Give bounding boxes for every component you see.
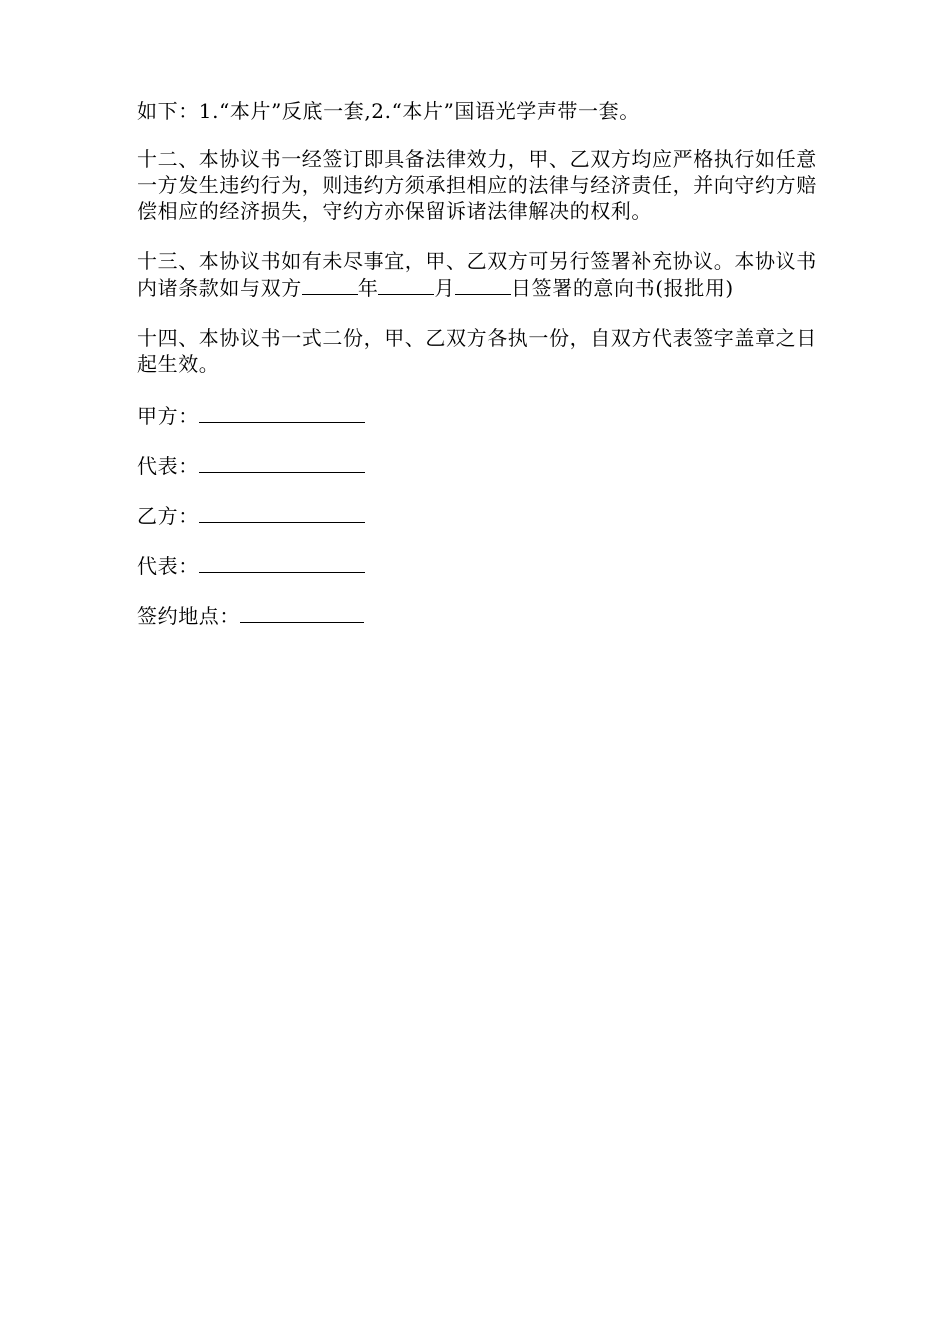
rep-b-signature-line (199, 551, 365, 573)
party-a-row (137, 401, 827, 427)
rep-a-label: 代表： (137, 454, 199, 478)
place-signature-line (240, 601, 364, 623)
place-label: 签约地点： (137, 604, 240, 628)
clause-12: 十二、本协议书一经签订即具备法律效力，甲、乙双方均应严格执行如任意一方发生违约行为，则违约方须承担相应的法律与经济责任，并向守约方赔偿相应的经济损失，守约方亦保留诉诸法律解决的权利。 (137, 147, 817, 223)
day-blank (455, 274, 511, 295)
place-row (137, 601, 827, 627)
year-label: 年 (357, 276, 379, 300)
party-b-row (137, 501, 827, 527)
year-blank (302, 274, 358, 295)
month-label: 月 (434, 276, 456, 300)
month-blank (378, 274, 434, 295)
intro-line: 如下：1.“本片”反底一套,2.“本片”国语光学声带一套。 (137, 99, 640, 123)
clause-14: 十四、本协议书一式二份，甲、乙双方各执一份，自双方代表签字盖章之日起生效。 (137, 326, 817, 376)
rep-a-signature-line (199, 451, 365, 473)
party-a-signature-line (199, 401, 365, 423)
party-a-label: 甲方： (137, 404, 199, 428)
clause-13-text: 十三、本协议书如有未尽事宜，甲、乙双方可另行签署补充协议。本协议书内诸条款如与双方 (137, 249, 817, 300)
rep-b-label: 代表： (137, 554, 199, 578)
rep-a-row (137, 451, 827, 477)
clause-13 (137, 248, 827, 301)
party-b-label: 乙方： (137, 504, 199, 528)
document-body (137, 98, 827, 651)
clause-13-tail: 日签署的意向书(报批用) (511, 276, 734, 300)
party-b-signature-line (199, 501, 365, 523)
rep-b-row (137, 551, 827, 577)
